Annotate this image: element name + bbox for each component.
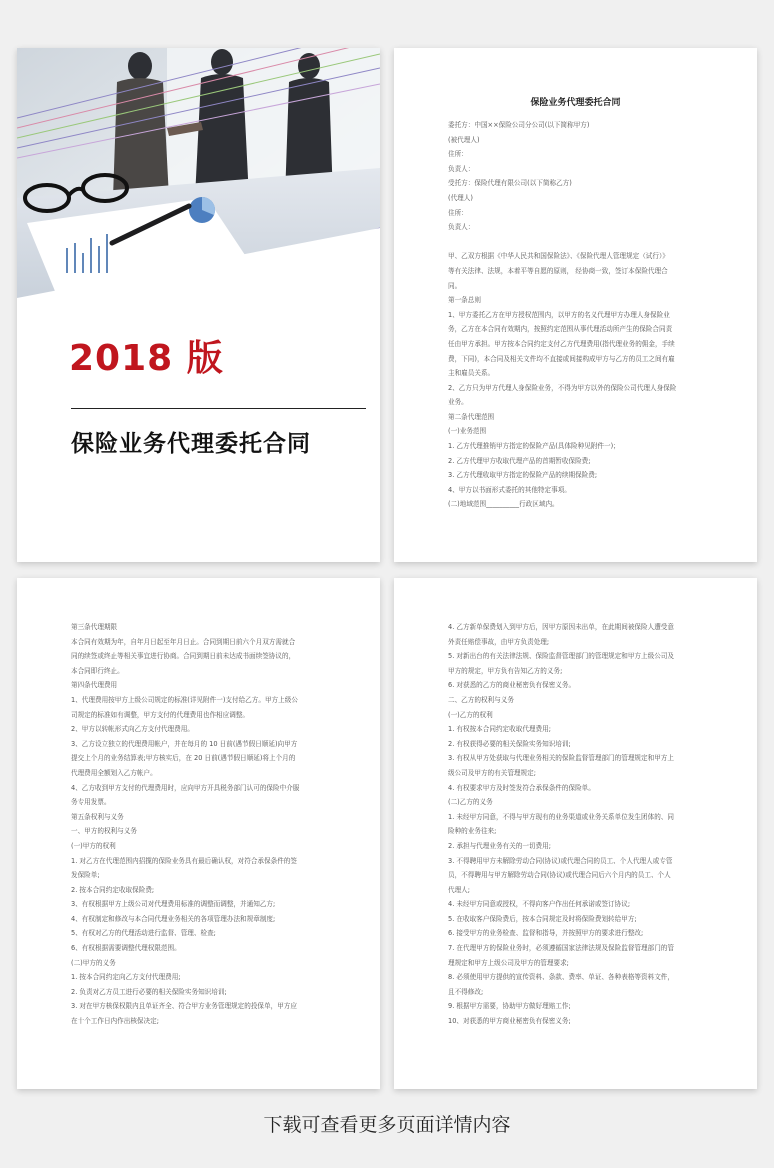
text-line: 二、乙方的权利与义务 xyxy=(448,695,514,704)
text-line: 3. 对在甲方核保权限内且单证齐全、符合甲方业务管理规定的投保单，甲方应 xyxy=(71,1002,297,1011)
page-3-body xyxy=(71,620,352,1029)
text-line: 第二条代理范围 xyxy=(448,412,495,421)
text-line: 受托方：保险代理有限公司(以下简称乙方) xyxy=(448,179,572,188)
text-line: 4、乙方收到甲方支付的代理费用时，应向甲方开具税务部门认可的保险中介服 xyxy=(71,783,300,792)
cover-photo xyxy=(17,48,380,298)
text-line: 1. 有权按本合同约定收取代理费用; xyxy=(448,725,551,734)
text-line: 2、甲方以转帐形式向乙方支付代理费用。 xyxy=(71,725,194,734)
text-line: 4. 乙方新单保费划入到甲方后，因甲方原因未出单，在此期间被保险人遭受意 xyxy=(448,623,674,631)
text-line: 4、甲方以书面形式委托的其他特定事项。 xyxy=(448,485,571,494)
text-line: 3. 乙方代理收取甲方指定的保险产品的续期保险费; xyxy=(448,471,598,480)
cover-page[interactable] xyxy=(17,48,380,562)
text-line: 1. 未经甲方同意，不得与甲方现有的业务渠道或业务关系单位发生团体的、同 xyxy=(448,812,674,821)
page-2-body xyxy=(448,118,729,512)
text-line: 5. 在收取客户保险费后，按本合同规定及时将保险费划转给甲方; xyxy=(448,914,637,923)
text-line: 主和雇员关系。 xyxy=(448,369,495,378)
text-line: 3、乙方设立独立的代理费用帐户，并在每月的 10 日前(遇节假日顺延)向甲方 xyxy=(71,739,298,748)
text-line: 负责人： xyxy=(448,223,475,232)
text-line: 级公司及甲方的有关管理规定; xyxy=(448,768,536,777)
text-line: 住所： xyxy=(448,208,468,217)
text-line: 一、甲方的权利与义务 xyxy=(71,827,137,836)
text-line: 第三条代理期限 xyxy=(71,623,118,631)
document-page-4[interactable] xyxy=(394,578,757,1089)
text-line: 本合同有效期为年，自年月日起至年月日止。合同到期日前六个月双方需就合 xyxy=(71,637,296,646)
document-page-3[interactable] xyxy=(17,578,380,1089)
text-line: 10、对获悉的甲方商业秘密负有保密义务; xyxy=(448,1017,571,1026)
text-line: 提交上个月的业务结算表;甲方核实后，在 20 日前(遇节假日顺延)将上个月的 xyxy=(71,754,296,763)
text-line: 8. 必须使用甲方提供的宣传资料、条款、费率、单证、各种表格等资料文件， xyxy=(448,973,674,982)
text-line: 务专用发票。 xyxy=(71,798,111,807)
text-line: 1、代理费用按甲方上级公司规定的标准(详见附件一)支付给乙方。甲方上级公 xyxy=(71,695,298,704)
text-line: 3. 不得聘用甲方未解除劳动合同(协议)或代理合同的员工、个人代理人或专管 xyxy=(448,856,673,865)
text-line: 业务。 xyxy=(448,398,468,407)
text-line: 3、有权根据甲方上级公司对代理费用标准的调整而调整，并通知乙方; xyxy=(71,900,276,909)
cover-year: 2018 版 xyxy=(69,338,224,379)
text-line: 9. 根据甲方需要，协助甲方做好理赔工作; xyxy=(448,1002,571,1011)
text-line: 4. 有权要求甲方及时签发符合承保条件的保险单。 xyxy=(448,783,595,792)
text-line: 2、乙方只为甲方代理人身保险业务，不得为甲方以外的保险公司代理人身保险 xyxy=(448,383,677,392)
text-line: 代理人; xyxy=(448,885,471,894)
text-line: 任由甲方承担。甲方按本合同约定支付乙方代理费用(指代理业务的佣金，手续 xyxy=(448,339,675,348)
text-line: 第四条代理费用 xyxy=(71,681,118,690)
text-line: 理规定和甲方上级公司及甲方的管理要求; xyxy=(448,958,569,967)
document-title: 保险业务代理委托合同 xyxy=(530,98,621,108)
text-line: 第一条总则 xyxy=(448,296,481,305)
text-line: 4、有权制定和修改与本合同代理业务相关的各项管理办法和规章制度; xyxy=(71,914,276,923)
text-line: 4. 未经甲方同意或授权，不得向客户作出任何承诺或签订协议; xyxy=(448,900,631,909)
text-line: 甲方的规定，甲方负有告知乙方的义务; xyxy=(448,666,563,675)
text-line: 2. 乙方代理甲方收取代理产品的首期暂收保险费; xyxy=(448,456,591,465)
text-line: 5. 对新出台的有关法律法规、保险监督管理部门的管理规定和甲方上级公司及 xyxy=(448,652,674,661)
text-line: 本合同即行终止。 xyxy=(71,666,124,675)
text-line: (一)乙方的权利 xyxy=(448,710,493,719)
text-line: (二)乙方的义务 xyxy=(448,798,493,807)
download-more-link[interactable]: 下载可查看更多页面详情内容 xyxy=(263,1114,511,1136)
text-line: (二)甲方的义务 xyxy=(71,958,116,967)
text-line: 代理费用全额划入乙方帐户。 xyxy=(71,768,157,777)
text-line: (一)业务范围 xyxy=(448,427,487,436)
text-line: 且不得修改; xyxy=(448,987,484,996)
text-line: 务，乙方在本合同有效期内，按照约定范围从事代理活动所产生的保险合同责 xyxy=(448,325,673,334)
text-line: 1. 乙方代理推销甲方指定的保险产品(具体险种见附件一)； xyxy=(448,442,620,451)
text-line: 同。 xyxy=(448,281,462,290)
text-line: 2. 负责对乙方员工进行必要的相关保险实务知识培训; xyxy=(71,987,227,996)
text-line: 在十个工作日内作出核保决定; xyxy=(71,1017,159,1026)
text-line: 发保险单; xyxy=(71,871,100,880)
text-line: (一)甲方的权利 xyxy=(71,841,116,850)
text-line: 1. 按本合同约定向乙方支付代理费用; xyxy=(71,973,181,982)
text-line: 外责任赔偿事故，由甲方负责处理; xyxy=(448,637,550,646)
text-line: 6. 接受甲方的业务检查、监督和指导，并按照甲方的要求进行整改; xyxy=(448,929,644,938)
text-line: 员，不得聘用与甲方解除劳动合同(协议)或代理合同后六个月内的员工、个人 xyxy=(448,871,671,880)
text-line: 委托方：中国××保险公司分公司(以下简称甲方) xyxy=(448,121,590,129)
text-line: (代理人) xyxy=(448,193,473,202)
text-line: 6. 对获悉的乙方的商业秘密负有保密义务。 xyxy=(448,681,576,690)
document-page-2[interactable] xyxy=(394,48,757,562)
text-line: 费，下同)，本合同及相关文件均不直接或间接构成甲方与乙方的员工之间有雇 xyxy=(448,354,675,363)
text-line: (二)地域范围__________行政区域内。 xyxy=(448,500,559,509)
text-line xyxy=(448,235,729,250)
text-line: 等有关法律、法规，本着平等自愿的原则， 经协商一致，签订本保险代理合 xyxy=(448,266,668,275)
text-line: 司规定的标准如有调整，甲方支付的代理费用也作相应调整。 xyxy=(71,710,250,719)
text-line: 甲、乙双方根据《中华人民共和国保险法》、《保险代理人管理规定（试行）》 xyxy=(448,252,669,261)
text-line: 负责人： xyxy=(448,164,475,173)
text-line: 6、有权根据需要调整代理权限范围。 xyxy=(71,944,181,953)
text-line: 2. 按本合同约定收取保险费; xyxy=(71,885,155,894)
cover-divider xyxy=(71,408,366,409)
text-line: 第五条权利与义务 xyxy=(71,812,124,821)
text-line: 7. 在代理甲方的保险业务时，必须遵循国家法律法规及保险监督管理部门的管 xyxy=(448,944,674,953)
text-line: 险种的业务往来; xyxy=(448,827,497,836)
text-line: (被代理人) xyxy=(448,135,480,144)
page-4-body xyxy=(448,620,729,1029)
text-line: 2. 有权获得必要的相关保险实务知识培训; xyxy=(448,739,571,748)
text-line: 1. 对乙方在代理范围内招揽的保险业务具有最后确认权，对符合承保条件的签 xyxy=(71,856,297,865)
text-line: 住所： xyxy=(448,150,468,159)
text-line: 5、有权对乙方的代理活动进行监督、管理、检查; xyxy=(71,929,216,938)
text-line: 2. 承担与代理业务有关的一切费用; xyxy=(448,841,551,850)
text-line: 同的续签或终止等相关事宜进行协商。合同到期日前未达成书面续签协议的， xyxy=(71,652,296,661)
text-line: 1、甲方委托乙方在甲方授权范围内，以甲方的名义代理甲方办理人身保险业 xyxy=(448,310,670,319)
text-line: 3. 有权从甲方处获取与代理业务相关的保险监督管理部门的管理规定和甲方上 xyxy=(448,754,674,763)
cover-title: 保险业务代理委托合同 xyxy=(71,431,311,457)
